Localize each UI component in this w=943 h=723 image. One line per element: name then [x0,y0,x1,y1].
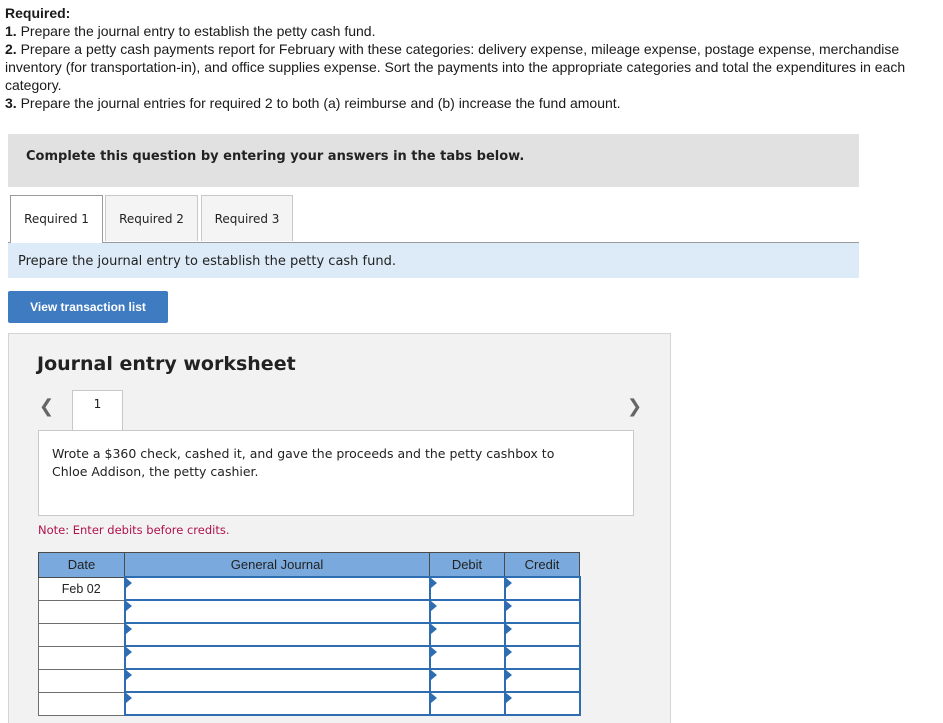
date-cell [39,600,125,623]
debit-input[interactable] [430,577,505,600]
date-cell: Feb 02 [39,577,125,600]
credit-input[interactable] [505,577,580,600]
requirement-text: Prepare the journal entry to establish the petty cash fund. [16,23,376,39]
account-dropdown[interactable] [125,623,430,646]
banner-text: Complete this question by entering your answers in the tabs below. [26,149,525,164]
general-journal-column-header: General Journal [125,553,430,578]
tab-instruction [8,243,859,278]
account-dropdown[interactable] [125,692,430,715]
journal-entry-worksheet [8,333,671,723]
debit-input[interactable] [430,669,505,692]
requirement-item-3 [5,94,941,112]
requirement-number: 2. [5,41,17,57]
requirement-text: Prepare the journal entries for required 2 to both (a) reimburse and (b) increase the fund amount. [16,95,621,111]
table-row [39,692,580,715]
transaction-description: Wrote a $360 check, cashed it, and gave the proceeds and the petty cashbox to Chloe Addison, the petty cashier. [52,446,555,479]
credit-input[interactable] [505,669,580,692]
requirement-item-2 [5,40,941,94]
instruction-text: Prepare the journal entry to establish the petty cash fund. [18,254,396,269]
credit-input[interactable] [505,646,580,669]
debit-input[interactable] [430,600,505,623]
table-row [39,646,580,669]
debit-column-header: Debit [430,553,505,578]
tab-bar [8,195,859,243]
requirement-number: 3. [5,95,17,111]
chevron-left-icon[interactable]: ❮ [39,396,55,417]
tab-required-2[interactable]: Required 2 [105,195,198,241]
requirement-item-1 [5,22,941,40]
requirements-block [5,4,941,112]
journal-table [38,552,581,716]
account-dropdown[interactable] [125,646,430,669]
table-row [39,600,580,623]
table-row [39,669,580,692]
credit-input[interactable] [505,623,580,646]
credit-input[interactable] [505,600,580,623]
debit-input[interactable] [430,646,505,669]
worksheet-title: Journal entry worksheet [37,353,296,375]
account-dropdown[interactable] [125,577,430,600]
table-row [39,623,580,646]
date-cell [39,669,125,692]
requirement-text: Prepare a petty cash payments report for February with these categories: delivery expense, mileage expense, postage expense, merchandise inventory (for transportation-in), and office supplies expense. Sort the payments into the appropriate categories and total the expenditures in each category. [5,41,906,93]
date-cell [39,692,125,715]
instructions-banner [8,134,859,187]
requirement-number: 1. [5,23,17,39]
chevron-right-icon[interactable]: ❯ [627,396,643,417]
account-dropdown[interactable] [125,600,430,623]
account-dropdown[interactable] [125,669,430,692]
date-column-header: Date [39,553,125,578]
requirements-heading: Required: [5,5,71,21]
date-cell [39,623,125,646]
credit-column-header: Credit [505,553,580,578]
debit-credit-note: Note: Enter debits before credits. [38,523,230,537]
date-cell [39,646,125,669]
tab-required-3[interactable]: Required 3 [201,195,293,241]
debit-input[interactable] [430,692,505,715]
table-row [39,577,580,600]
debit-input[interactable] [430,623,505,646]
view-transaction-list-button[interactable]: View transaction list [8,291,168,323]
worksheet-page-1[interactable]: 1 [72,390,123,431]
transaction-description-box [38,430,634,516]
tab-required-1[interactable]: Required 1 [10,195,103,243]
credit-input[interactable] [505,692,580,715]
journal-header-row [39,553,580,578]
